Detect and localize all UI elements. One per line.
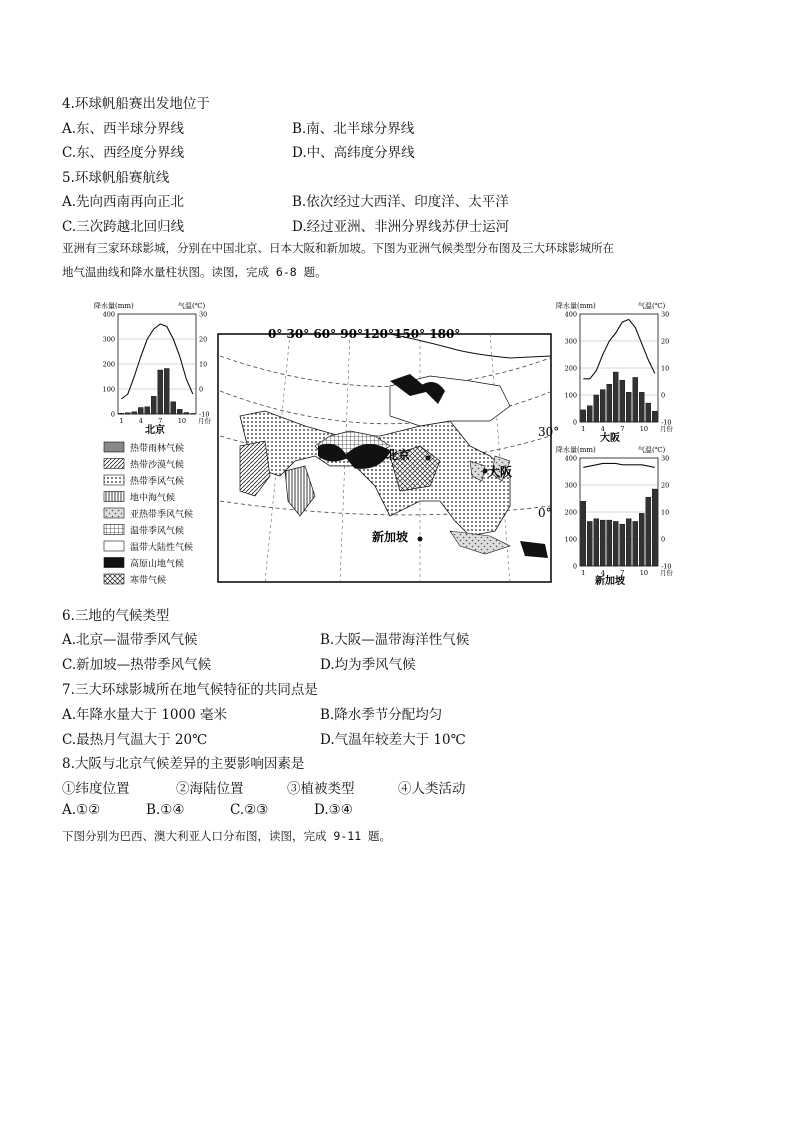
singapore-temp-tick: 30 [661, 454, 670, 463]
legend-label: 温带季风气候 [130, 526, 185, 537]
beijing-month-tick: 4 [138, 417, 143, 425]
singapore-temp-tick: 0 [661, 535, 666, 544]
singapore-precip-bar [600, 520, 605, 566]
singapore-month-tick: 1 [581, 569, 586, 577]
singapore-precip-bar [633, 521, 638, 566]
beijing-precip-tick: 300 [102, 335, 115, 344]
q7-option-b: B.降水季节分配均匀 [320, 707, 443, 723]
singapore-temp-tick: -10 [661, 562, 672, 571]
osaka-month-tick: 7 [620, 425, 625, 433]
singapore-precip-bar [607, 520, 612, 566]
osaka-chart-title: 大阪 [600, 433, 620, 444]
legend-swatch [104, 541, 124, 551]
q7-option-d: D.气温年较差大于 10℃ [320, 732, 466, 748]
beijing-axis-temp: 气温(℃) [178, 302, 206, 310]
map-lat-30: 30° [538, 425, 560, 439]
beijing-precip-bar [145, 407, 150, 414]
q5-option-b: B.依次经过大西洋、印度洋、太平洋 [292, 194, 509, 210]
osaka-plot [565, 311, 674, 434]
osaka-axis-temp: 气温(℃) [638, 302, 666, 310]
q6-stem: 6.三地的气候类型 [62, 608, 170, 624]
q8-factor-2: ②海陆位置 [176, 781, 244, 797]
osaka-month-tick: 1 [581, 425, 586, 433]
singapore-precip-tick: 200 [564, 508, 577, 517]
beijing-month-tick: 10 [177, 417, 187, 425]
singapore-precip-bar [620, 524, 625, 566]
beijing-precip-bar [158, 370, 163, 414]
osaka-temp-tick: -10 [661, 418, 672, 427]
singapore-precip-bar [626, 519, 631, 566]
beijing-precip-bar [177, 409, 182, 414]
osaka-marker [483, 469, 488, 474]
beijing-temp-tick: 0 [199, 385, 204, 394]
osaka-precip-bar [626, 392, 631, 422]
singapore-month-label: 月份 [660, 569, 673, 577]
q6-options-row2 [62, 653, 702, 673]
osaka-month-tick: 4 [600, 425, 605, 433]
climate-legend [104, 442, 193, 586]
osaka-precip-bar [581, 410, 586, 422]
beijing-marker [426, 456, 431, 461]
legend-swatch [104, 492, 124, 502]
osaka-axis-precip: 降水量(mm) [556, 302, 596, 310]
singapore-chart-title: 新加坡 [595, 576, 625, 587]
osaka-precip-bar [607, 384, 612, 422]
osaka-month-label: 月份 [660, 425, 673, 433]
osaka-precip-bar [620, 380, 625, 422]
legend-swatch [104, 442, 124, 452]
q8-option-b: B.①④ [146, 802, 185, 818]
q6-option-a: A.北京—温带季风气候 [62, 632, 198, 648]
legend-label: 地中海气候 [130, 493, 176, 504]
q7-option-c: C.最热月气温大于 20℃ [62, 732, 208, 748]
chart-beijing [94, 301, 212, 436]
legend-label: 热带季风气候 [130, 477, 185, 487]
q7-stem: 7.三大环球影城所在地气候特征的共同点是 [62, 682, 318, 698]
q5-options-row2 [62, 215, 702, 235]
beijing-precip-bar [125, 413, 130, 414]
q5-option-a: A.先向西南再向正北 [62, 194, 185, 210]
osaka-precip-bar [633, 377, 638, 422]
beijing-temp-tick: 10 [199, 360, 208, 369]
singapore-precip-bar [639, 513, 644, 566]
beijing-temp-tick: -10 [199, 410, 210, 419]
beijing-precip-tick: 400 [102, 310, 115, 319]
singapore-axis-temp: 气温(℃) [638, 446, 666, 454]
climate-figure [90, 296, 690, 588]
singapore-precip-tick: 300 [564, 481, 577, 490]
osaka-precip-bar [587, 406, 592, 422]
singapore-month-tick: 10 [639, 569, 649, 577]
q5-stem: 5.环球帆船赛航线 [62, 170, 170, 186]
legend-label: 亚热带季风气候 [130, 510, 194, 520]
beijing-precip-bar [190, 414, 195, 415]
osaka-precip-tick: 0 [572, 418, 577, 427]
map-label-singapore: 新加坡 [372, 530, 409, 544]
chart-osaka [556, 301, 674, 444]
singapore-precip-bar [646, 497, 651, 566]
singapore-month-tick: 7 [620, 569, 625, 577]
asia-map [218, 327, 559, 582]
q5-option-c: C.三次跨越北回归线 [62, 219, 185, 235]
osaka-precip-bar [639, 392, 644, 422]
beijing-axis-precip: 降水量(mm) [94, 302, 134, 310]
q7-options-row1 [62, 703, 702, 723]
beijing-precip-bar [151, 396, 156, 414]
q8-factor-1: ①纬度位置 [62, 781, 130, 797]
osaka-precip-bar [600, 390, 605, 422]
q4-option-c: C.东、西经度分界线 [62, 145, 185, 161]
q6-option-d: D.均为季风气候 [320, 657, 416, 673]
osaka-temp-tick: 30 [661, 310, 670, 319]
beijing-precip-bar [184, 413, 189, 415]
beijing-precip-bar [164, 369, 169, 415]
q5-options-row1 [62, 190, 702, 210]
map-longitude-labels: 0° 30° 60° 90°120°150° 180° [268, 327, 461, 341]
osaka-temp-tick: 0 [661, 391, 666, 400]
beijing-precip-tick: 200 [102, 360, 115, 369]
q6-option-b: B.大阪—温带海洋性气候 [320, 632, 470, 648]
q4-option-b: B.南、北半球分界线 [292, 121, 415, 137]
singapore-precip-tick: 100 [564, 535, 577, 544]
singapore-marker [418, 537, 423, 542]
legend-label: 温带大陆性气候 [130, 543, 194, 553]
beijing-precip-bar [171, 402, 176, 414]
q8-option-d: D.③④ [314, 802, 353, 818]
singapore-precip-tick: 400 [564, 454, 577, 463]
map-lat-0: 0° [538, 506, 552, 520]
intro-6-8 [62, 236, 742, 284]
beijing-chart-title: 北京 [145, 425, 165, 436]
q8-factor-4: ④人类活动 [398, 781, 466, 797]
legend-label: 寒带气候 [130, 576, 167, 586]
singapore-axis-precip: 降水量(mm) [556, 446, 596, 454]
beijing-precip-bar [119, 413, 124, 414]
q6-options-row1 [62, 628, 702, 648]
legend-label: 热带雨林气候 [130, 444, 185, 454]
singapore-precip-bar [613, 521, 618, 566]
legend-swatch [104, 459, 124, 469]
q8-options [62, 802, 702, 822]
beijing-plot [103, 311, 212, 426]
beijing-precip-tick: 0 [110, 410, 115, 419]
legend-swatch [104, 574, 124, 584]
osaka-temp-tick: 20 [661, 337, 670, 346]
intro-6-8-line1: 亚洲有三家环球影城，分别在中国北京、日本大阪和新加坡。下图为亚洲气候类型分布图及三大环球影城所在 [62, 241, 614, 255]
beijing-precip-tick: 100 [102, 385, 115, 394]
singapore-temp-tick: 20 [661, 481, 670, 490]
q8-factor-3: ③植被类型 [287, 781, 355, 797]
osaka-precip-tick: 300 [564, 337, 577, 346]
legend-label: 热带沙漠气候 [130, 460, 185, 471]
osaka-precip-bar [594, 395, 599, 422]
q6-option-c: C.新加坡—热带季风气候 [62, 657, 212, 673]
osaka-precip-bar [613, 372, 618, 422]
intro-9-11: 下图分别为巴西、澳大利亚人口分布图，读图，完成 9-11 题。 [62, 829, 392, 843]
osaka-precip-bar [652, 411, 657, 422]
map-label-beijing: 北京 [386, 448, 411, 462]
singapore-precip-bar [581, 501, 586, 566]
q8-option-c: C.②③ [230, 802, 269, 818]
singapore-month-tick: 4 [600, 569, 605, 577]
q4-option-a: A.东、西半球分界线 [62, 121, 185, 137]
q5-option-d: D.经过亚洲、非洲分界线苏伊士运河 [292, 219, 510, 235]
singapore-precip-bar [652, 489, 657, 566]
q7-option-a: A.年降水量大于 1000 毫米 [62, 707, 227, 723]
osaka-month-tick: 10 [639, 425, 649, 433]
chart-singapore [556, 445, 674, 587]
q4-option-d: D.中、高纬度分界线 [292, 145, 415, 161]
beijing-precip-bar [138, 408, 143, 415]
osaka-precip-tick: 200 [564, 364, 577, 373]
q8-factors [62, 777, 702, 797]
osaka-temp-tick: 10 [661, 364, 670, 373]
legend-swatch [104, 508, 124, 518]
osaka-precip-tick: 400 [564, 310, 577, 319]
legend-label: 高原山地气候 [130, 559, 185, 570]
osaka-precip-tick: 100 [564, 391, 577, 400]
intro-6-8-line2: 地气温曲线和降水量柱状图。读图，完成 6-8 题。 [62, 265, 327, 279]
singapore-plot [565, 455, 674, 578]
osaka-precip-bar [646, 403, 651, 422]
q4-stem: 4.环球帆船赛出发地位于 [62, 96, 210, 112]
beijing-temp-tick: 30 [199, 310, 208, 319]
singapore-precip-tick: 0 [572, 562, 577, 571]
singapore-precip-bar [587, 521, 592, 566]
map-label-osaka: 大阪 [488, 465, 513, 479]
q4-options-row1 [62, 117, 662, 137]
legend-swatch [104, 475, 124, 485]
q8-option-a: A.①② [62, 802, 101, 818]
beijing-temp-tick: 20 [199, 335, 208, 344]
beijing-month-label: 月份 [198, 417, 211, 425]
beijing-precip-bar [132, 412, 137, 414]
beijing-month-tick: 7 [158, 417, 163, 425]
legend-swatch [104, 558, 124, 568]
singapore-precip-bar [594, 519, 599, 566]
beijing-month-tick: 1 [119, 417, 124, 425]
q4-options-row2 [62, 141, 662, 161]
q8-stem: 8.大阪与北京气候差异的主要影响因素是 [62, 756, 305, 772]
legend-swatch [104, 525, 124, 535]
singapore-temp-tick: 10 [661, 508, 670, 517]
q7-options-row2 [62, 728, 702, 748]
